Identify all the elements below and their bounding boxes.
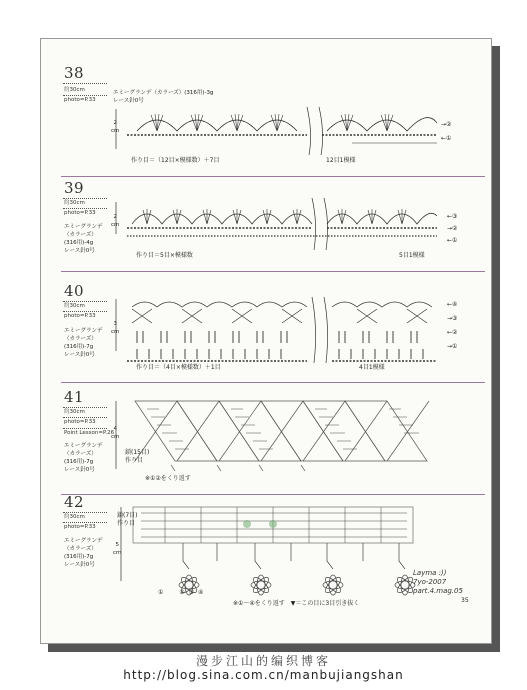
foundation-note: 作り目＝（12目×模様数）＋7目 — [131, 157, 220, 164]
crochet-chart-38 — [107, 103, 437, 163]
divider-dots — [63, 512, 107, 513]
photo-ref: photo=P.33 — [64, 313, 96, 319]
row-label: ←④ — [447, 301, 458, 308]
repeat-note: ※①②をくり返す — [145, 475, 191, 482]
crochet-chart-39 — [107, 194, 437, 254]
divider-dots — [63, 198, 107, 199]
divider-dots — [63, 83, 107, 84]
row-label: →③ — [447, 315, 458, 322]
row-label: ←③ — [447, 213, 458, 220]
row-label: ←① — [447, 237, 458, 244]
divider-dots — [63, 208, 107, 209]
lesson-ref: Point Lesson=P.26 — [64, 430, 115, 436]
height-label: 2 cm — [111, 214, 120, 228]
pattern-number: 39 — [64, 179, 85, 197]
row-label: →① — [447, 343, 458, 350]
material-note: エミーグランデ （カラーズ） (316用)‑7g レース針0号 — [64, 328, 103, 358]
photo-ref: photo=P.33 — [64, 524, 96, 530]
footer-url[interactable]: http://blog.sina.com.cn/manbujiangshan — [123, 668, 404, 682]
material-note: エミーグランデ （カラーズ） (316用)‑4g レース針0号 — [64, 224, 103, 254]
pattern-width: 約30cm — [64, 303, 85, 309]
section-divider — [61, 382, 485, 383]
divider-dots — [63, 417, 107, 418]
repeat-note: 4目1模様 — [359, 364, 385, 371]
divider-dots — [63, 301, 107, 302]
foundation-note: 鎖(7目) 作り目 — [117, 512, 138, 527]
page-number: 35 — [461, 597, 469, 604]
hook-note: レース針0号 — [113, 98, 144, 104]
photo-ref: photo=P.33 — [64, 419, 96, 425]
pattern-number: 41 — [64, 388, 85, 406]
divider-dots — [63, 95, 107, 96]
crochet-chart-40 — [107, 295, 437, 365]
foundation-note: 作り目＝5目×模様数 — [136, 252, 193, 259]
crochet-chart-41 — [107, 391, 447, 481]
section-divider — [61, 176, 485, 177]
height-label: 5 cm — [113, 542, 122, 556]
magazine-page — [40, 38, 492, 644]
pattern-number: 38 — [64, 64, 85, 82]
foundation-note: 作り目＝（4目×模様数）＋1目 — [136, 364, 221, 371]
height-label: 3 cm — [111, 321, 120, 335]
foundation-note: 鎖(15目) 作り目 — [125, 449, 150, 464]
repeat-note: ※①～④をくり返す ▼＝この目に3目引き抜く — [233, 600, 360, 607]
signature: Layma :)) 7yo-2007 part.4.mag.05 — [413, 569, 463, 595]
pattern-width: 約30cm — [64, 409, 85, 415]
divider-dots — [63, 311, 107, 312]
divider-dots — [63, 428, 107, 429]
row-label: ←① — [441, 135, 452, 142]
bottom-row-numbers: ① ②③④ — [158, 589, 208, 596]
photo-ref: photo=P.33 — [64, 97, 96, 103]
pattern-width: 約30cm — [64, 200, 85, 206]
pattern-width: 約30cm — [64, 514, 85, 520]
photo-ref: photo=P.33 — [64, 210, 96, 216]
footer-title: 漫步江山的编织博客 — [195, 654, 331, 668]
pattern-number: 42 — [64, 493, 85, 511]
height-label: 4 cm — [111, 426, 120, 440]
section-divider — [61, 271, 485, 272]
row-label: →② — [447, 225, 458, 232]
material-note: エミーグランデ （カラーズ） (316用)‑7g レース針0号 — [64, 443, 103, 473]
material-note: エミーグランデ（カラーズ）(316用)‑3g — [113, 90, 214, 96]
material-note: エミーグランデ （カラーズ） (316用)‑7g レース針0号 — [64, 538, 103, 568]
pattern-number: 40 — [64, 282, 85, 300]
row-label: ←② — [447, 329, 458, 336]
section-divider — [61, 494, 485, 495]
pattern-width: 約30cm — [64, 87, 85, 93]
divider-dots — [63, 407, 107, 408]
repeat-note: 12目1模様 — [326, 157, 356, 164]
repeat-note: 5目1模様 — [399, 252, 425, 259]
height-label: 2 cm — [111, 120, 120, 134]
row-label: →② — [441, 121, 452, 128]
divider-dots — [63, 522, 107, 523]
